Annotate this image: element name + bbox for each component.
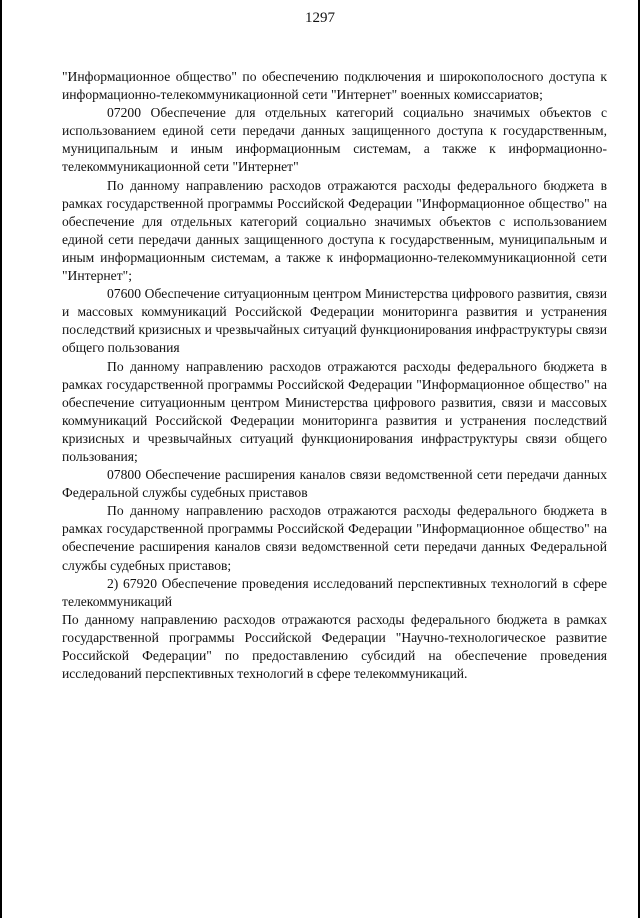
paragraph-07600-heading: 07600 Обеспечение ситуационным центром Министерства цифрового развития, связи и массовых коммуникаций Российской Федерации мониторинга развития и устранения последствий кризисных и чрезвычайных ситуаций функционирования инфраструктуры связи общего пользования xyxy=(62,286,607,356)
paragraph-07600-description: По данному направлению расходов отражаются расходы федерального бюджета в рамках государственной программы Российской Федерации "Информационное общество" на обеспечение ситуационным центром Министерства цифрового развития, связи и массовых коммуникаций Российской Федерации мониторинга развития и устранения последствий кризисных и чрезвычайных ситуаций функционирования инфраструктуры связи общего пользования; xyxy=(62,358,607,464)
paragraph-continuation: "Информационное общество" по обеспечению подключения и широкополосного доступа к информационно-телекоммуникационной сети "Интернет" военных комиссариатов; xyxy=(62,69,607,103)
page-number: 1297 xyxy=(305,10,335,26)
paragraph-07800-description: По данному направлению расходов отражаются расходы федерального бюджета в рамках государственной программы Российской Федерации "Информационное общество" на обеспечение расширения каналов связи ведомственной сети передачи данных Федеральной службы судебных приставов; xyxy=(62,503,607,573)
paragraph-07200-description: По данному направлению расходов отражаются расходы федерального бюджета в рамках государственной программы Российской Федерации "Информационное общество" на обеспечение для отдельных категорий социально значимых объектов с использованием единой сети передачи данных защищенного доступа к государственным, муниципальным и иным информационным системам, а также к информационно-телекоммуникационной сети "Интернет"; xyxy=(62,177,607,284)
paragraph-67920-heading: 2) 67920 Обеспечение проведения исследований перспективных технологий в сфере телекоммуникаций xyxy=(62,575,607,609)
paragraph-07800-heading: 07800 Обеспечение расширения каналов связи ведомственной сети передачи данных Федеральной службы судебных приставов xyxy=(62,467,607,501)
paragraph-67920-description: По данному направлению расходов отражаются расходы федерального бюджета в рамках государственной программы Российской Федерации "Научно-технологическое развитие Российской Федерации" по предоставлению субсидий на обеспечение проведения исследований перспективных технологий в сфере телекоммуникаций. xyxy=(62,611,607,682)
paragraph-07200-heading: 07200 Обеспечение для отдельных категорий социально значимых объектов с использованием единой сети передачи данных защищенного доступа к государственным, муниципальным и иным информационным системам, а также к информационно-телекоммуникационной сети "Интернет" xyxy=(62,105,607,175)
scan-edge-left xyxy=(0,0,2,918)
document-body xyxy=(62,68,607,683)
